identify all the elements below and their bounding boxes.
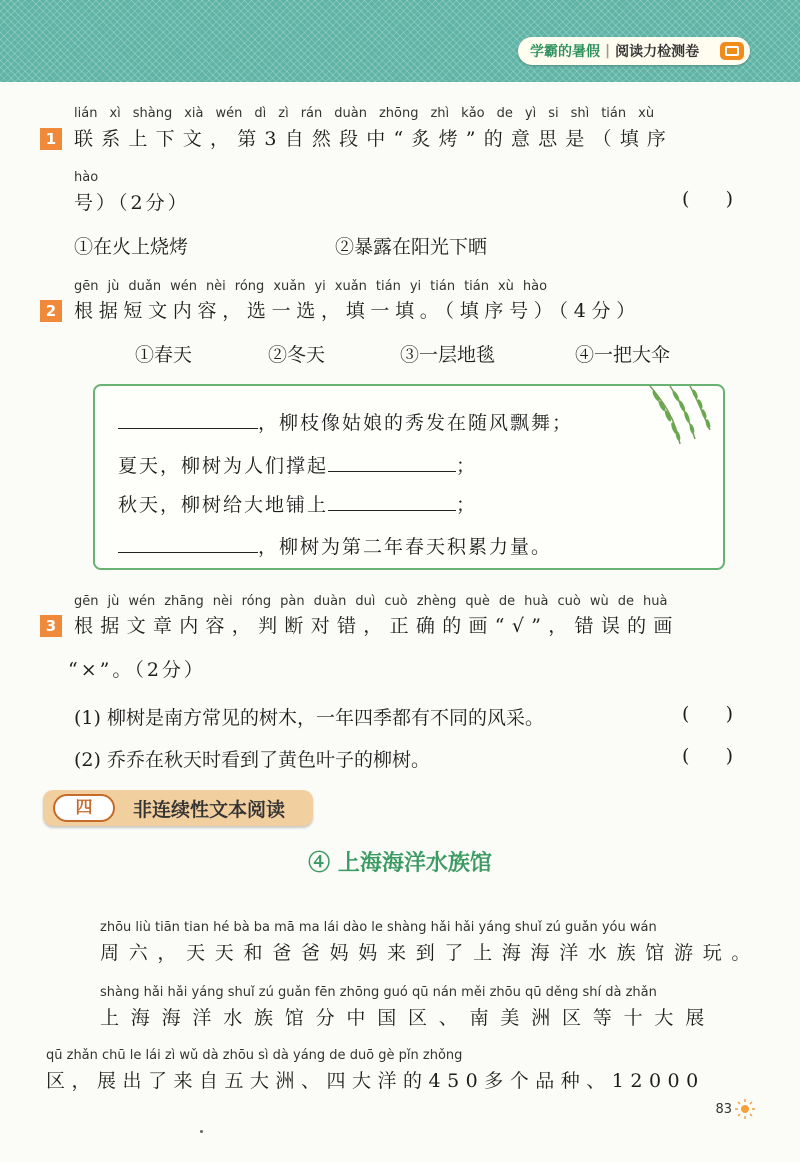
pinyin-syllable: xù [497,279,514,294]
blank-2[interactable] [328,451,456,472]
pinyin-syllable: yì [524,106,537,121]
pinyin-syllable: xià [184,106,204,121]
pinyin-syllable: xuǎn [334,279,367,294]
pinyin-syllable: zhì [430,106,450,121]
article-pinyin-3: qū zhǎn chū le lái zì wǔ dà zhōu sì dà yáng de duō gè pǐn zhǒng [46,1048,463,1063]
fill-line-2 [118,451,475,478]
article-title: ④ 上海海洋水族馆 [308,850,492,876]
fill-line-3 [118,490,475,517]
pinyin-syllable: yi [409,279,422,294]
q3-item-2-answer[interactable]: ( ) [682,745,734,767]
q3-text: 根据文章内容，判断对错，正确的画“√”，错误的画 [74,615,680,637]
pinyin-syllable: tián [375,279,401,294]
pinyin-syllable: róng [241,594,272,609]
fill-line-3-after: ； [456,494,476,516]
pinyin-syllable: xù [638,106,655,121]
pinyin-syllable: hào [522,279,548,294]
pinyin-syllable: duǎn [128,279,162,294]
pinyin-syllable: nèi [205,279,226,294]
pinyin-syllable: zhèng [416,594,457,609]
q2-number: 2 [40,300,62,322]
q1-text: 联系上下文，第3自然段中“炙烤”的意思是（填序 [74,128,675,150]
pinyin-syllable: tián [464,279,489,294]
fill-line-2-after: ； [456,455,476,477]
q1-pinyin-line2: hào [74,170,99,185]
q2-option-1: ①春天 [135,344,193,366]
pinyin-syllable: xuǎn [273,279,306,294]
q1-pinyin [74,106,666,121]
pinyin-syllable: huà [524,594,549,609]
q3-number: 3 [40,615,62,637]
series-subtitle: 阅读力检测卷 [615,44,700,60]
q1-option-1: ①在火上烧烤 [74,236,189,258]
book-icon [720,42,744,60]
pinyin-syllable: dì [254,106,267,121]
pinyin-syllable: gēn [74,594,99,609]
section-number: 四 [53,794,115,822]
fill-line-1 [118,408,573,435]
q2-option-3: ③一层地毯 [400,344,496,366]
article-pinyin-2: shàng hǎi hǎi yáng shuǐ zú guǎn fēn zhōng guó qū nán měi zhōu qū děng shí dà zhǎn [100,985,657,1000]
q3-text-line2: “×”。（2分） [68,659,206,681]
pinyin-syllable: zhāng [164,594,204,609]
pinyin-syllable: wù [589,594,609,609]
pinyin-syllable: yi [314,279,326,294]
q1-answer-box[interactable]: ( ) [682,188,734,210]
q1-text-line2: 号）（2分） [74,192,190,214]
fill-line-3-before: 秋天，柳树给大地铺上 [118,494,329,516]
series-tag [518,37,750,65]
print-dot [200,1130,203,1133]
pinyin-syllable: duàn [334,106,367,121]
pinyin-syllable: si [548,106,559,121]
pinyin-syllable: wén [215,106,243,121]
sun-icon [734,1098,756,1120]
pinyin-syllable: róng [234,279,265,294]
pinyin-syllable: què [465,594,490,609]
pinyin-syllable: wén [128,594,156,609]
fill-line-4-after: ，柳树为第二年春天积累力量。 [258,536,553,558]
pinyin-syllable: de [617,594,634,609]
q3-item-1: (1) 柳树是南方常见的树木，一年四季都有不同的风采。 [74,707,544,729]
pinyin-syllable: pàn [280,594,305,609]
q2-text: 根据短文内容，选一选，填一填。（填序号）（4分） [74,300,641,322]
fill-line-4 [118,532,552,559]
pinyin-syllable: shì [570,106,590,121]
blank-3[interactable] [328,490,456,511]
fill-line-2-before: 夏天，柳树为人们撑起 [118,455,329,477]
q3-pinyin [74,594,676,609]
pinyin-syllable: gēn [74,279,99,294]
pinyin-syllable: cuò [384,594,408,609]
article-pinyin-1: zhōu liù tiān tian hé bà ba mā ma lái dào le shàng hǎi hǎi yáng shuǐ zú guǎn yóu wán [100,920,657,935]
q3-item-1-answer[interactable]: ( ) [682,703,734,725]
section-heading [43,790,313,826]
blank-4[interactable] [118,532,258,553]
q1-number: 1 [40,128,62,150]
pinyin-syllable: shàng [132,106,173,121]
series-name: 学霸的暑假 [530,44,600,60]
article-line-2: 上海海洋水族馆分中国区、南美洲区等十大展 [100,1007,717,1029]
pinyin-syllable: de [498,594,516,609]
pinyin-syllable: nèi [212,594,233,609]
pinyin-syllable: zhōng [378,106,419,121]
page-number: 83 [715,1102,732,1117]
pinyin-syllable: lián [74,106,98,121]
article-line-3: 区，展出了来自五大洲、四大洋的450多个品种、12000 [46,1070,705,1092]
article-line-1: 周六，天天和爸爸妈妈来到了上海海洋水族馆游玩。 [100,942,761,964]
pinyin-syllable: jù [107,594,120,609]
pinyin-syllable: wén [170,279,197,294]
q2-pinyin [74,279,556,294]
pinyin-syllable: kǎo [461,106,485,121]
pinyin-syllable: duì [355,594,376,609]
pinyin-syllable: jù [107,279,120,294]
blank-1[interactable] [118,408,258,429]
q2-option-4: ④一把大伞 [575,344,671,366]
fill-line-1-after: ，柳枝像姑娘的秀发在随风飘舞； [258,412,574,434]
q1-option-2: ②暴露在阳光下晒 [335,236,488,258]
pinyin-syllable: xì [109,106,121,121]
pinyin-syllable: rán [300,106,323,121]
q3-item-2: (2) 乔乔在秋天时看到了黄色叶子的柳树。 [74,749,430,771]
q2-option-2: ②冬天 [268,344,326,366]
pinyin-syllable: duàn [313,594,347,609]
willow-branch-icon [640,384,720,454]
series-separator: | [605,43,611,59]
pinyin-syllable: tián [601,106,627,121]
pinyin-syllable: huà [643,594,668,609]
pinyin-syllable: tián [430,279,456,294]
pinyin-syllable: de [496,106,513,121]
pinyin-syllable: cuò [557,594,581,609]
pinyin-syllable: zì [278,106,289,121]
section-title: 非连续性文本阅读 [133,799,286,821]
